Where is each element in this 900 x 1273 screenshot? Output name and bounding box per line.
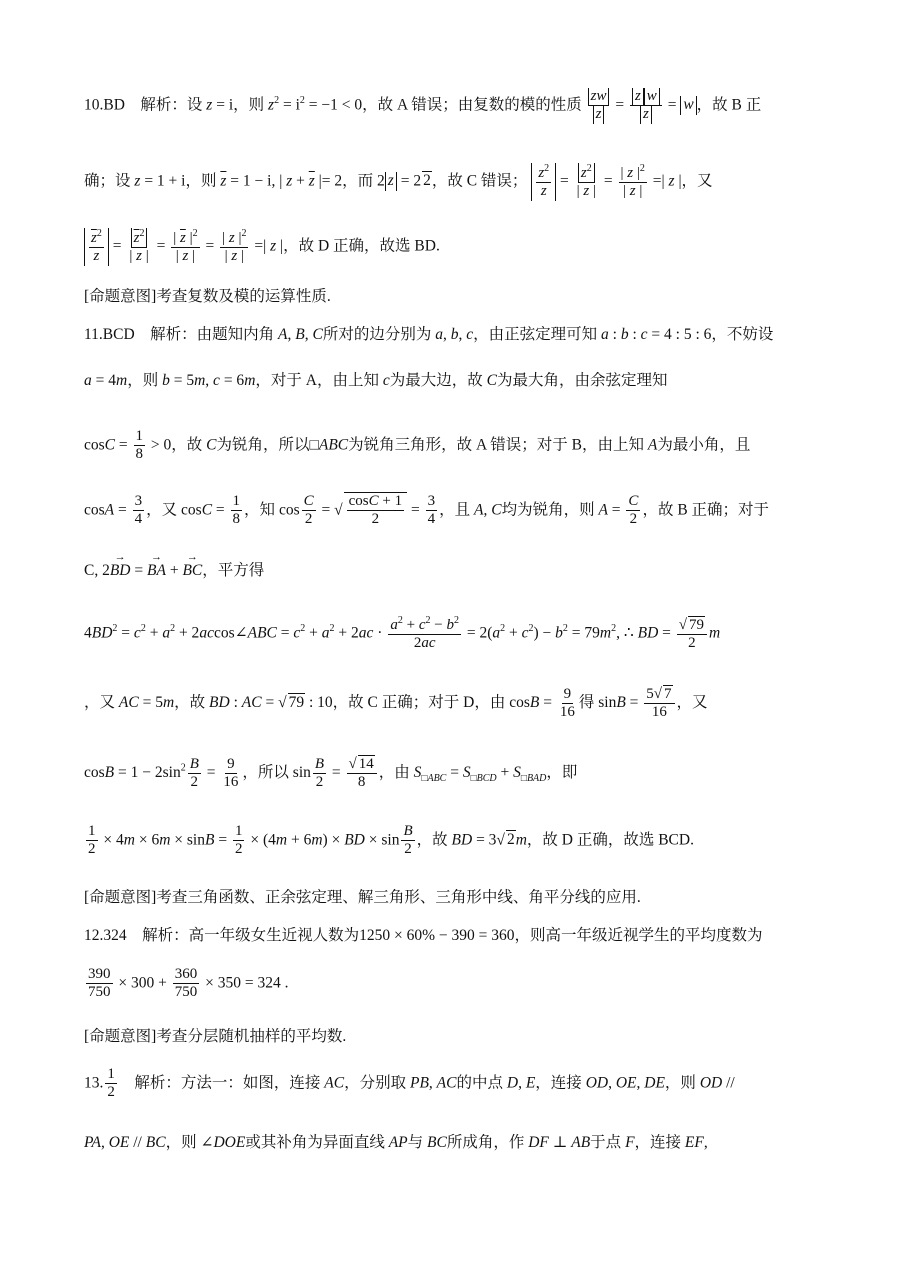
p10-intent: [命题意图]考查复数及模的运算性质. [84,288,331,305]
p11-line-9: $\frac{1}{2}$ × 4m × 6m × sinB = $\frac{1}{2}$ × (4m + 6m) × BD × sin $\frac{B}{2}$ ，故 BD = 3√ 2m，故 D 正确，故选 BCD. [88,823,694,858]
p11-line-6: $4BD^2 = c^2 + a^2$ + 2accos∠ABC = $c^2 + a^2 + 2ac$ · $\frac{a^2 + c^2 - b^2}{2ac}$ = $2(a^2 + c^2) - b^2 = 79m^2$, ∴ BD = $\frac{√ 79}{2}$ m [84,615,721,652]
p12-intent: [命题意图]考查分层随机抽样的平均数. [84,1028,347,1045]
p12-line-1: 12.324 解析：高一年级女生近视人数为1250 × 60% − 390 = 360，则高一年级近视学生的平均度数为 [84,927,763,944]
p11-line-1: 11.BCD 解析：由题知内角 A, B, C所对的边分别为 a, b, c，由正弦定理可知 a : b : c = 4 : 5 : 6，不妨设 [84,326,774,343]
p11-line-2: a = 4m，则 b = 5m, c = 6m，对于 A，由上知 c为最大边，故 C为最大角，由余弦定理知 [84,372,668,389]
p11-line-5: C, 2→ BD = → BA + → BC，平方得 [84,562,840,581]
p11-line-7: ，又 AC = 5m，故 BD : AC = √ 79 : 10，故 C 正确；对于 D，由 cosB = $\frac{9}{16}$ 得 sinB = $\frac{5√ 7}{16}$ ，又 [84,685,708,721]
p10-line-3: $\frac{\overline{z}^2}{z}$ = $\frac{\overline{z}^2}{| z |}$ = $\frac{| \overline{z} |^2}{| z |}$ = $\frac{| z |^2}{| z |}$ =| z |，故 D 正确，故选 BD. [84,228,840,266]
p10-line-2: 确；设 z = 1 + i，则 $\overline{z} = 1 - i$, | $z + \overline{z}$ |= 2，而 2 z = 2 2，故 C 错误； $\frac{z^2}{z}$ = $\frac{z^2}{| \overline{z} |}$ = $\frac{| z |^2}{| z |}$ =| z |，又 [84,163,713,200]
p11-line-3: cosC = $\frac{1}{8}$ > 0，故 C为锐角，所以□ABC为锐角三角形，故 A 错误；对于 B，由上知 A为最小角，且 [84,428,751,463]
p12-line-2: $\frac{390}{750}$ × 300 + $\frac{360}{750}$ × 350 = 324 . [88,966,289,1001]
p13-line-2: PA, OE // BC，则 ∠DOE或其补角为异面直线 AP与 BC所成角，作 DF ⊥ AB于点 F，连接 EF, [84,1134,708,1151]
p13-line-1: 13. $\frac{1}{2}$ 解析：方法一：如图，连接 AC，分别取 PB, AC的中点 D, E，连接 OD, OE, DE，则 OD // [84,1066,735,1101]
p10-line-1: 10.BD 解析：设 z = i，则 $z^2 = i^2 = -1 < 0$，故 A 错误；由复数的模的性质 $\frac{zw}{z}$ = $\frac{\text{z w}}{z}$ = w ，故 B 正 [84,88,762,123]
p11-intent: [命题意图]考查三角函数、正余弦定理、解三角形、三角形中线、角平分线的应用. [84,889,641,906]
p11-line-8: $\cos B = 1 - 2\sin^2$ $\frac{B}{2}$ = $\frac{9}{16}$ ，所以 sin $\frac{B}{2}$ = $\frac{√ 14}{8}$ ，由 $S_{□ABC} = S_{□BCD} + S_{□BAD}$，即 [84,755,578,791]
p11-line-4: cosA = $\frac{3}{4}$ ，又 cosC = $\frac{1}{8}$ ，知 cos $\frac{C}{2}$ = √ $\frac{\cos C + 1}{2}$ = $\frac{3}{4}$ ，且 A, C均为锐角，则 A = $\frac{C}{2}$ ，故 B 正确；对于 [84,493,770,528]
